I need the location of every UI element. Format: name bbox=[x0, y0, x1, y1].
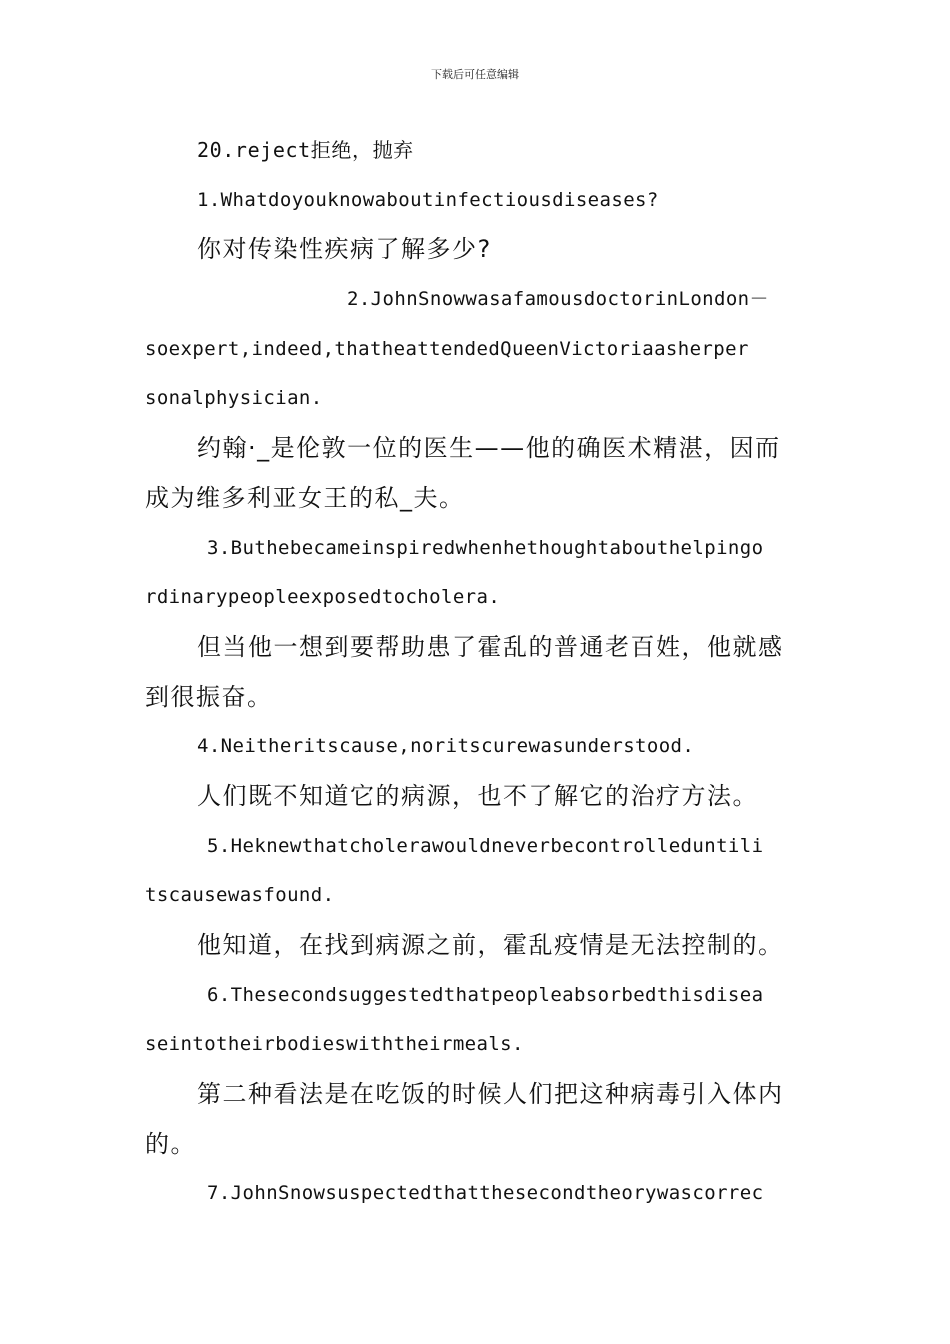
page-header: 下载后可任意编辑 bbox=[431, 68, 519, 81]
sentence-1-chinese: 你对传染性疾病了解多少? bbox=[197, 235, 492, 264]
sentence-7-english-line-1: 7.JohnSnowsuspectedthatthesecondtheorywascorrec bbox=[207, 1182, 764, 1205]
sentence-5-english-line-1: 5.Heknewthatcholerawouldneverbecontrolleduntili bbox=[207, 834, 764, 857]
sentence-6-english-line-2: seintotheirbodieswiththeirmeals. bbox=[145, 1033, 524, 1056]
sentence-3-chinese-line-2: 到很振奋。 bbox=[145, 682, 273, 711]
vocab-line-20: 20.reject拒绝，抛弃 bbox=[197, 138, 414, 162]
sentence-4-english: 4.Neitheritscause,noritscurewasunderstood. bbox=[197, 735, 695, 758]
sentence-2-english-line-1: 2.JohnSnowwasafamousdoctorinLondon－ bbox=[347, 288, 769, 311]
sentence-3-chinese-line-1: 但当他一想到要帮助患了霍乱的普通老百姓，他就感 bbox=[197, 632, 784, 661]
sentence-6-chinese-line-2: 的。 bbox=[145, 1129, 196, 1158]
sentence-1-english: 1.Whatdoyouknowaboutinfectiousdiseases? bbox=[197, 188, 659, 211]
sentence-4-chinese: 人们既不知道它的病源，也不了解它的治疗方法。 bbox=[197, 781, 758, 810]
sentence-2-chinese-line-2: 成为维多利亚女王的私_夫。 bbox=[145, 483, 465, 512]
sentence-2-chinese-line-1: 约翰·_是伦敦一位的医生——他的确医术精湛，因而 bbox=[197, 434, 781, 463]
sentence-5-chinese: 他知道，在找到病源之前，霍乱疫情是无法控制的。 bbox=[197, 931, 784, 959]
document-body bbox=[145, 130, 813, 1223]
sentence-3-english-line-2: rdinarypeopleexposedtocholera. bbox=[145, 586, 501, 609]
sentence-3-english-line-1: 3.Buthebecameinspiredwhenhethoughtabouthelpingo bbox=[207, 536, 764, 559]
sentence-2-english-line-2: soexpert,indeed,thatheattendedQueenVictoriaasherper bbox=[145, 337, 749, 360]
sentence-6-chinese-line-1: 第二种看法是在吃饭的时候人们把这种病毒引入体内 bbox=[197, 1080, 784, 1109]
sentence-5-english-line-2: tscausewasfound. bbox=[145, 884, 335, 907]
sentence-2-english-line-3: sonalphysician. bbox=[145, 387, 323, 410]
sentence-6-english-line-1: 6.Thesecondsuggestedthatpeopleabsorbedthisdisea bbox=[207, 983, 764, 1006]
